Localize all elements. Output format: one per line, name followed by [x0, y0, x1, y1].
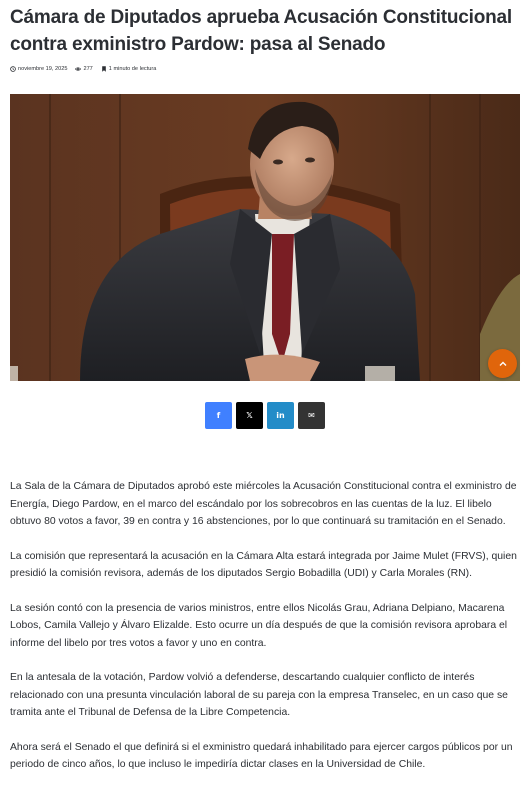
- article-paragraph: La sesión contó con la presencia de varios ministros, entre ellos Nicolás Grau, Adriana Delpiano, Macarena Lobos, Camila Vallejo y Álvaro Elizalde. Esto ocurre un día después de que la comisión revisora aprobara el informe del libelo por tres votos a favor y uno en contra.: [10, 602, 508, 649]
- article-paragraph: En la antesala de la votación, Pardow volvió a defenderse, descartando cualquier conflicto de interés relacionado con una presunta vinculación laboral de su pareja con la empresa Transelec, en un caso que se tramita ante el Tribunal de Defensa de la Libre Competencia.: [10, 672, 508, 718]
- article-title: Cámara de Diputados aprueba Acusación Constitucional contra exministro Pardow: pasa al Senado: [10, 7, 512, 55]
- scroll-to-top-button[interactable]: [488, 349, 517, 378]
- featured-photo: [10, 94, 520, 381]
- bookmark-icon: [101, 66, 107, 72]
- email-icon: ✉: [308, 411, 315, 420]
- share-facebook-button[interactable]: [205, 402, 232, 429]
- facebook-icon: f: [216, 411, 221, 420]
- x-icon: 𝕏: [246, 411, 253, 420]
- article-body: [10, 478, 522, 786]
- share-email-button[interactable]: [298, 402, 325, 429]
- share-buttons: [205, 402, 325, 429]
- eye-icon: [75, 66, 81, 72]
- meta-views: [75, 66, 92, 72]
- article-paragraph: La Sala de la Cámara de Diputados aprobó este miércoles la Acusación Constitucional contra el exministro de Energía, Diego Pardow, en el marco del escándalo por los sobrecobros en las cuentas de la luz. El libelo obtuvo 80 votos a favor, 39 en contra y 16 abstenciones, por lo que continuará su tramitación en el Senado.: [10, 481, 517, 527]
- meta-read-time: [101, 66, 157, 72]
- article-paragraph: Ahora será el Senado el que definirá si el exministro quedará inhabilitado para ejercer cargos públicos por un periodo de cinco años, lo que incluso le impediría dictar clases en la Universidad de Chile.: [10, 741, 513, 770]
- article-featured-image: [10, 94, 520, 381]
- share-x-button[interactable]: [236, 402, 263, 429]
- clock-icon: [10, 66, 16, 72]
- meta-date: [10, 66, 67, 72]
- meta-views-text: 277: [83, 66, 93, 72]
- meta-read-time-text: 1 minuto de lectura: [108, 66, 157, 72]
- chevron-up-icon: [498, 359, 508, 369]
- linkedin-icon: in: [276, 411, 285, 420]
- article-meta: [10, 64, 156, 74]
- article-paragraph: La comisión que representará la acusación en la Cámara Alta estará integrada por Jaime Mulet (FRVS), quien presidió la comisión revisora, además de los diputados Sergio Bobadilla (UDI) y Carla Morales (RN).: [10, 550, 517, 579]
- meta-date-text: noviembre 19, 2025: [18, 66, 68, 72]
- share-linkedin-button[interactable]: [267, 402, 294, 429]
